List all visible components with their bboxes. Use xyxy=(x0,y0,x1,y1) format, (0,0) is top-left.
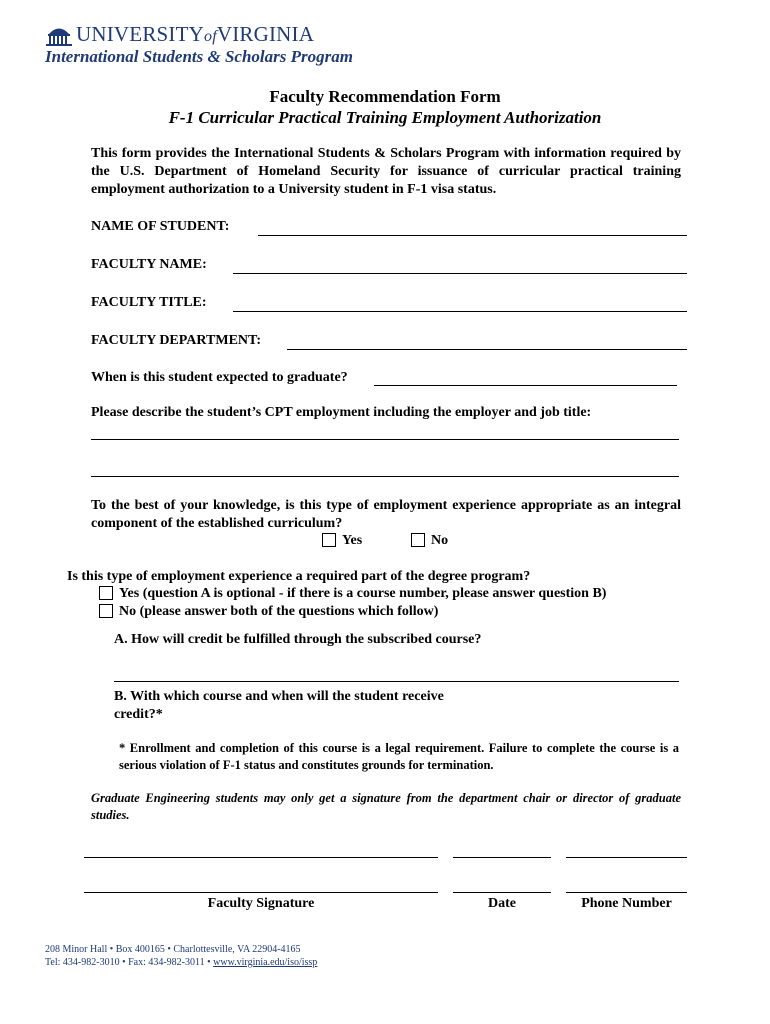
date-line-2[interactable] xyxy=(453,892,551,893)
faculty-name-field[interactable] xyxy=(233,273,687,274)
faculty-department-field[interactable] xyxy=(287,349,687,350)
phone-line-2[interactable] xyxy=(566,892,687,893)
footer-contact xyxy=(45,957,317,968)
enrollment-footnote: * Enrollment and completion of this course is a legal requirement. Failure to complete the course is a serious violation of F-1 status and constitutes grounds for termination. xyxy=(119,741,679,772)
question-a-answer-field[interactable] xyxy=(114,681,679,682)
intro-paragraph: This form provides the International Students & Scholars Program with information required by the U.S. Department of Homeland Security for issuance of curricular practical training employment authorization to a University student in F-1 visa status. xyxy=(91,146,681,197)
q2-yes-label: Yes (question A is optional - if there is a course number, please answer question B) xyxy=(119,586,607,601)
signature-line-1[interactable] xyxy=(84,857,438,858)
signature-line-2[interactable] xyxy=(84,892,438,893)
phone-number-label: Phone Number xyxy=(581,896,672,911)
phone-line-1[interactable] xyxy=(566,857,687,858)
faculty-title-label: FACULTY TITLE: xyxy=(91,295,207,310)
university-logo-text: UNIVERSITYofVIRGINIA xyxy=(76,22,315,46)
date-line-1[interactable] xyxy=(453,857,551,858)
graduate-date-field[interactable] xyxy=(374,385,677,386)
rotunda-logo-icon xyxy=(45,23,73,47)
footer-website-link[interactable]: www.virginia.edu/iso/issp xyxy=(213,957,318,968)
q2-no-label: No (please answer both of the questions which follow) xyxy=(119,604,439,619)
footer-address: 208 Minor Hall • Box 400165 • Charlottesville, VA 22904-4165 xyxy=(45,944,301,955)
faculty-department-label: FACULTY DEPARTMENT: xyxy=(91,333,261,348)
q2-yes-checkbox[interactable] xyxy=(99,586,113,600)
date-label: Date xyxy=(488,896,516,911)
form-subtitle: F-1 Curricular Practical Training Employment Authorization xyxy=(168,108,602,127)
graduate-question-label: When is this student expected to graduate? xyxy=(91,370,348,385)
faculty-title-field[interactable] xyxy=(233,311,687,312)
q1-no-checkbox[interactable] xyxy=(411,533,425,547)
form-title: Faculty Recommendation Form xyxy=(269,87,501,106)
question-2-text: Is this type of employment experience a required part of the degree program? xyxy=(67,569,531,584)
cpt-description-label: Please describe the student’s CPT employment including the employer and job title: xyxy=(91,405,592,420)
q1-yes-label: Yes xyxy=(342,533,363,548)
engineering-note: Graduate Engineering students may only get a signature from the department chair or director of graduate studies. xyxy=(91,791,681,822)
question-b-text: B. With which course and when will the student receive credit?* xyxy=(114,689,444,722)
question-a-text: A. How will credit be fulfilled through the subscribed course? xyxy=(114,632,482,647)
footer-phone-fax: Tel: 434-982-3010 • Fax: 434-982-3011 • xyxy=(45,957,214,968)
question-1-text: To the best of your knowledge, is this type of employment experience appropriate as an integral component of the established curriculum? xyxy=(91,498,681,531)
cpt-description-field-line-2[interactable] xyxy=(91,476,679,477)
student-name-field[interactable] xyxy=(258,235,687,236)
q1-yes-checkbox[interactable] xyxy=(322,533,336,547)
cpt-description-field-line-1[interactable] xyxy=(91,439,679,440)
student-name-label: NAME OF STUDENT: xyxy=(91,219,230,234)
faculty-signature-label: Faculty Signature xyxy=(207,896,315,911)
faculty-name-label: FACULTY NAME: xyxy=(91,257,207,272)
q2-no-checkbox[interactable] xyxy=(99,604,113,618)
q1-no-label: No xyxy=(431,533,449,548)
program-name: International Students & Scholars Program xyxy=(45,47,353,66)
